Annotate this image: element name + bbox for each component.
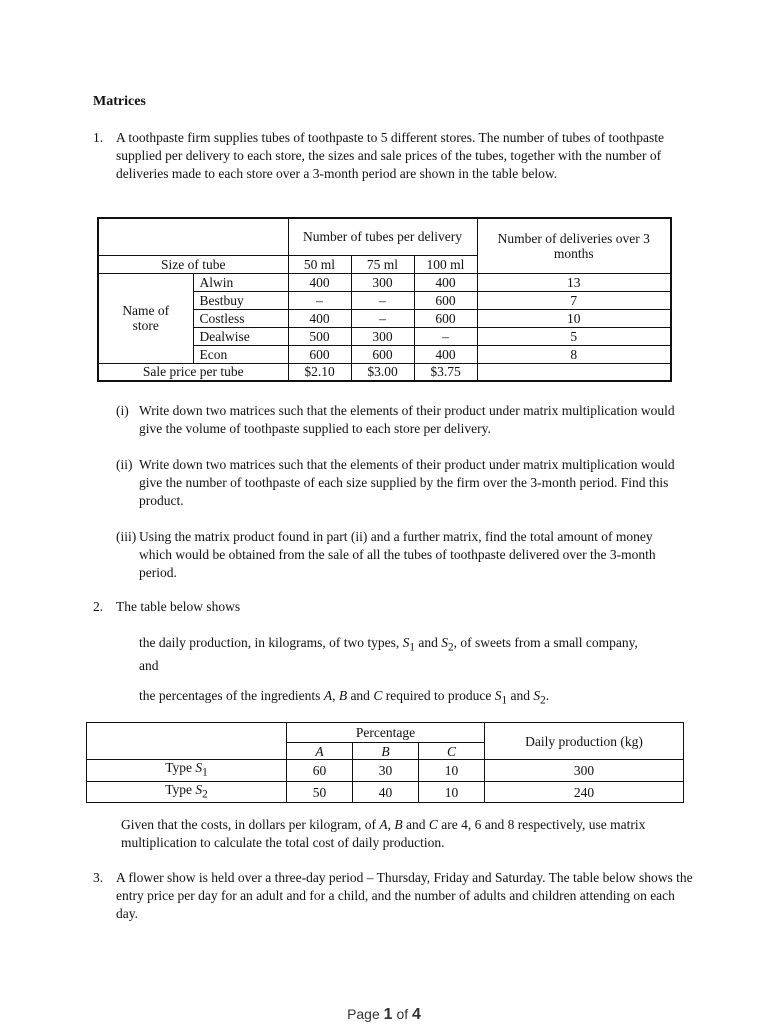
- store-name: Dealwise: [193, 327, 288, 345]
- price-cell: $2.10: [288, 363, 351, 381]
- table-row: [98, 218, 671, 255]
- total-pages: 4: [412, 1006, 421, 1023]
- tube-count: –: [351, 309, 414, 327]
- store-name: Costless: [193, 309, 288, 327]
- tubes-header: Number of tubes per delivery: [288, 218, 477, 255]
- current-page: 1: [383, 1006, 393, 1023]
- percent-cell: 30: [353, 760, 419, 782]
- question-text: The table below shows: [116, 599, 241, 614]
- question-part: [116, 402, 676, 438]
- question-number: 1.: [93, 130, 104, 145]
- part-text: Using the matrix product found in part (ii) and a further matrix, find the total amount of money which would be obtained from the sale of all the tubes of toothpaste delivered over the 3-month period.: [139, 529, 656, 580]
- tube-count: 400: [414, 345, 477, 363]
- toothpaste-table: [97, 217, 672, 382]
- tube-count: 600: [351, 345, 414, 363]
- tube-count: 400: [288, 273, 351, 291]
- size-cell: 75 ml: [351, 255, 414, 273]
- question-number: 2.: [93, 599, 104, 614]
- question-text: A flower show is held over a three-day period – Thursday, Friday and Saturday. The table below shows the entry price per day for an adult and for a child, and the number of adults and children attending on each day.: [116, 870, 693, 921]
- store-label: Name of store: [98, 273, 193, 363]
- tube-count: 400: [414, 273, 477, 291]
- table-row: [87, 723, 684, 743]
- table-row: [98, 273, 671, 291]
- page-word: Page: [347, 1006, 380, 1022]
- ingredient-a-header: A: [287, 743, 353, 760]
- question-2: [93, 598, 693, 616]
- tube-count: 600: [414, 291, 477, 309]
- price-label: Sale price per tube: [98, 363, 288, 381]
- production-cell: 240: [485, 781, 684, 803]
- question-3: [93, 869, 693, 923]
- store-name: Econ: [193, 345, 288, 363]
- price-cell: $3.75: [414, 363, 477, 381]
- question-1: [93, 129, 693, 183]
- type-label: Type $S_2$: [87, 781, 287, 803]
- ingredient-b-header: B: [353, 743, 419, 760]
- question-number: 3.: [93, 870, 104, 885]
- tube-count: –: [288, 291, 351, 309]
- tube-count: 600: [414, 309, 477, 327]
- question-part: [116, 456, 676, 510]
- table-row: [87, 760, 684, 782]
- tube-count: –: [414, 327, 477, 345]
- percent-cell: 60: [287, 760, 353, 782]
- table-row: [98, 363, 671, 381]
- size-cell: 100 ml: [414, 255, 477, 273]
- page-indicator: [0, 1006, 768, 1024]
- part-label: (i): [116, 403, 129, 418]
- part-label: (iii): [116, 529, 137, 544]
- tube-count: 400: [288, 309, 351, 327]
- of-word: of: [396, 1006, 409, 1022]
- empty-cell: [98, 218, 288, 255]
- tube-count: 500: [288, 327, 351, 345]
- size-cell: 50 ml: [288, 255, 351, 273]
- percent-cell: 10: [419, 781, 485, 803]
- tube-count: 300: [351, 327, 414, 345]
- ingredient-c-header: C: [419, 743, 485, 760]
- percentage-header: Percentage: [287, 723, 485, 743]
- part-label: (ii): [116, 457, 133, 472]
- tube-count: 600: [288, 345, 351, 363]
- percent-cell: 50: [287, 781, 353, 803]
- tube-count: –: [351, 291, 414, 309]
- q2-given-text: Given that the costs, in dollars per kilogram, of A, B and C are 4, 6 and 8 respectively, use matrix multiplication to calculate the total cost of daily production.: [121, 817, 646, 850]
- sweets-table: [86, 722, 684, 803]
- part-text: Write down two matrices such that the elements of their product under matrix multiplication would give the volume of toothpaste supplied to each store per delivery.: [139, 403, 675, 436]
- size-label: Size of tube: [98, 255, 288, 273]
- tube-count: 300: [351, 273, 414, 291]
- percent-cell: 10: [419, 760, 485, 782]
- question-part: [116, 528, 676, 582]
- delivery-count: 5: [477, 327, 671, 345]
- table-row: [87, 781, 684, 803]
- price-cell: $3.00: [351, 363, 414, 381]
- delivery-count: 13: [477, 273, 671, 291]
- store-name: Bestbuy: [193, 291, 288, 309]
- production-header: Daily production (kg): [485, 723, 684, 760]
- percent-cell: 40: [353, 781, 419, 803]
- empty-cell: [477, 363, 671, 381]
- delivery-count: 10: [477, 309, 671, 327]
- section-title: Matrices: [93, 94, 146, 109]
- production-cell: 300: [485, 760, 684, 782]
- delivery-count: 7: [477, 291, 671, 309]
- q2-bullet-percentages: the percentages of the ingredients A, B and C required to produce $S_1$ and $S_2$.: [139, 688, 550, 707]
- part-text: Write down two matrices such that the elements of their product under matrix multiplication would give the number of toothpaste of each size supplied by the firm over the 3-month period. Find this product.: [139, 457, 675, 508]
- q2-bullet-production: the daily production, in kilograms, of two types, $S_1$ and $S_2$, of sweets from a small company, and: [139, 635, 638, 673]
- question-text: A toothpaste firm supplies tubes of toothpaste to 5 different stores. The number of tubes of toothpaste supplied per delivery to each store, the sizes and sale prices of the tubes, together with the number of deliveries made to each store over a 3-month period are shown in the table below.: [116, 130, 665, 181]
- deliveries-header: Number of deliveries over 3 months: [477, 218, 671, 273]
- type-label: Type $S_1$: [87, 760, 287, 782]
- delivery-count: 8: [477, 345, 671, 363]
- store-name: Alwin: [193, 273, 288, 291]
- empty-cell: [87, 723, 287, 760]
